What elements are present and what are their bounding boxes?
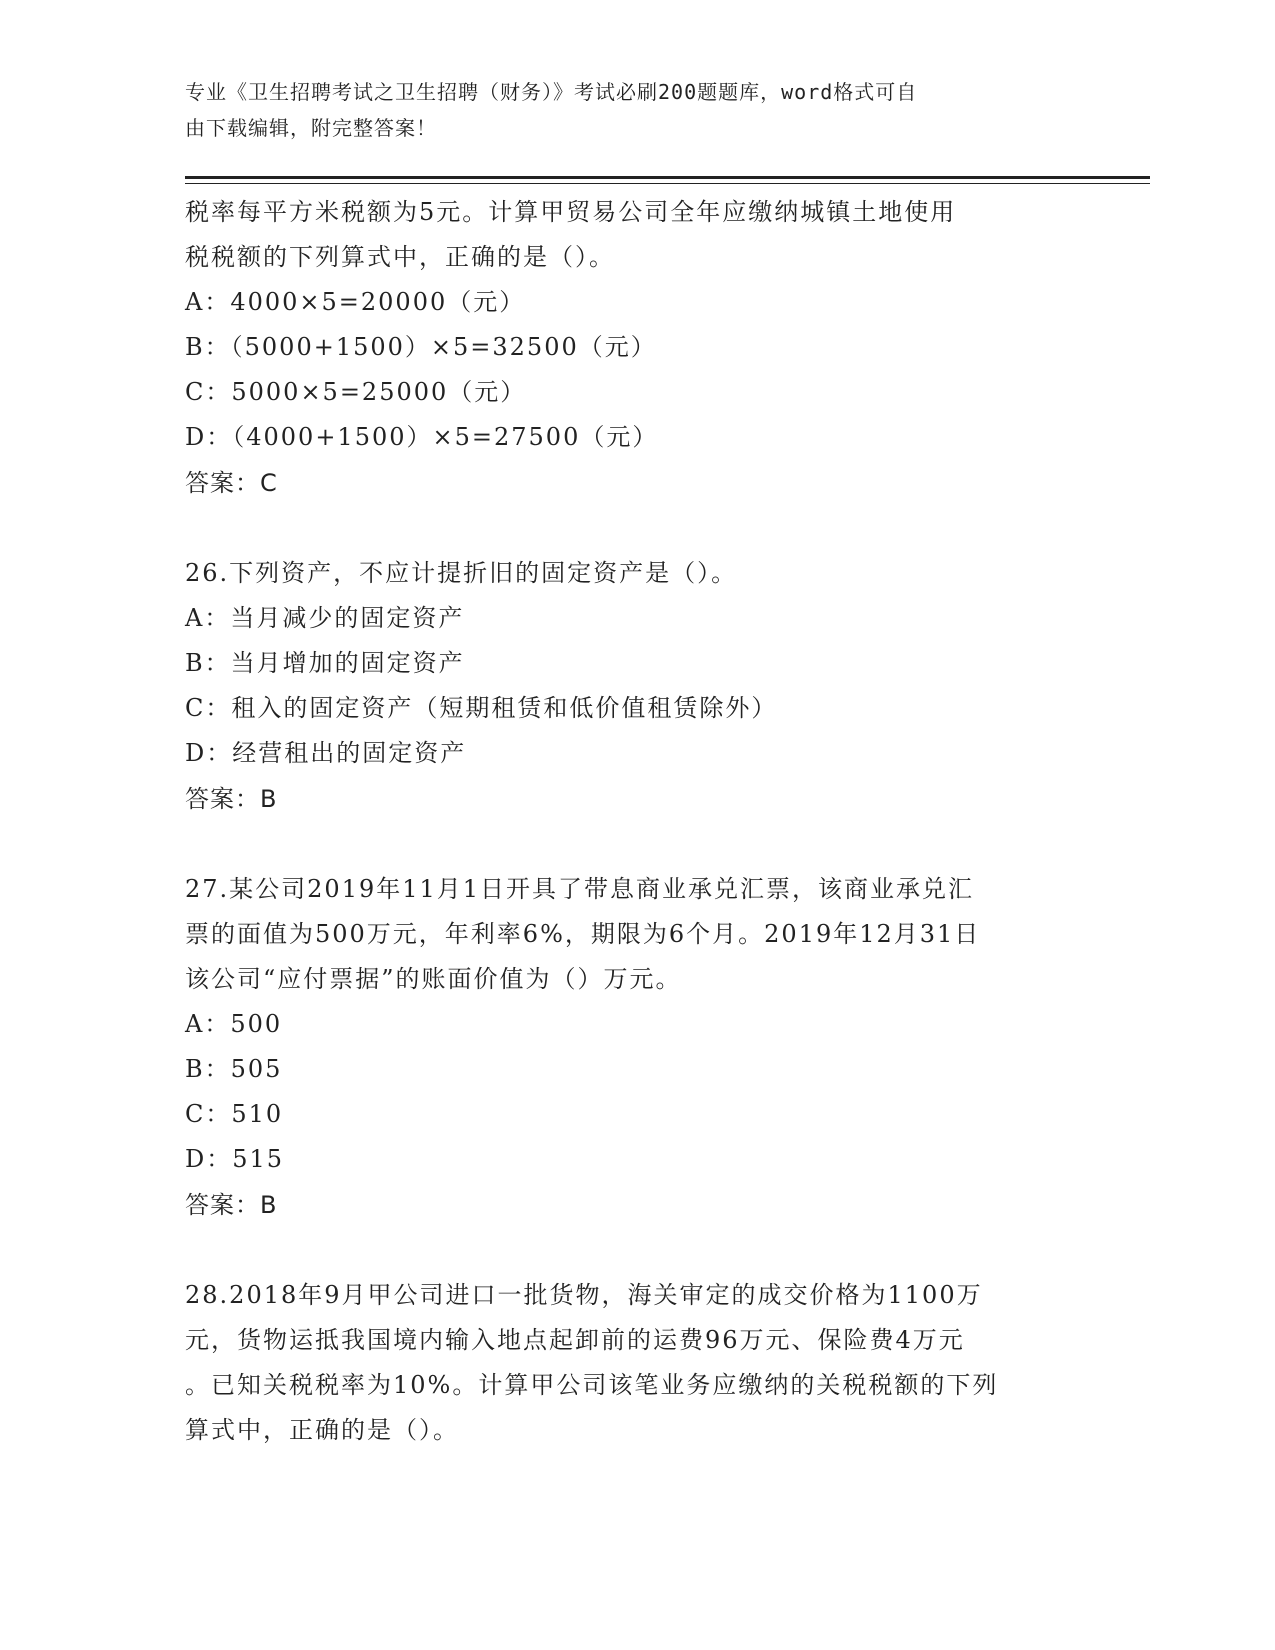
question-25-option-b: B：（5000+1500）×5=32500（元） (185, 333, 657, 361)
question-26-option-a: A：当月减少的固定资产 (185, 604, 465, 632)
question-26 (185, 551, 1085, 822)
question-26-text-line-1: 26.下列资产，不应计提折旧的固定资产是（）。 (185, 559, 738, 587)
question-27-option-d: D：515 (185, 1145, 285, 1173)
question-27-answer: 答案：B (185, 1191, 278, 1219)
header-divider-thin (185, 183, 1150, 184)
question-27-option-b: B：505 (185, 1055, 283, 1083)
question-27-option-a: A：500 (185, 1010, 283, 1038)
question-28-text-line-1: 28.2018年9月甲公司进口一批货物，海关审定的成交价格为1100万 (185, 1281, 983, 1309)
question-26-option-b: B：当月增加的固定资产 (185, 649, 465, 677)
question-25-option-d: D：（4000+1500）×5=27500（元） (185, 423, 659, 451)
question-26-answer: 答案：B (185, 785, 278, 813)
question-25-text-line-1: 税率每平方米税额为5元。计算甲贸易公司全年应缴纳城镇土地使用 (185, 198, 957, 226)
question-25-option-a: A：4000×5=20000（元） (185, 288, 526, 316)
question-28-text-line-3: 。已知关税税率为10%。计算甲公司该笔业务应缴纳的关税税额的下列 (185, 1371, 999, 1399)
question-25-text-line-2: 税税额的下列算式中，正确的是（）。 (185, 243, 615, 271)
question-25-option-c: C：5000×5=25000（元） (185, 378, 527, 406)
question-27 (185, 867, 1085, 1228)
question-25-answer: 答案：C (185, 469, 278, 497)
header-line-2: 由下载编辑，附完整答案！ (185, 116, 437, 140)
header-line-1: 专业《卫生招聘考试之卫生招聘（财务）》考试必刷200题题库，word格式可自 (185, 80, 918, 104)
question-27-option-c: C：510 (185, 1100, 284, 1128)
question-28 (185, 1273, 1085, 1453)
question-25 (185, 190, 1085, 506)
question-27-text-line-2: 票的面值为500万元，年利率6%，期限为6个月。2019年12月31日 (185, 920, 981, 948)
question-26-option-c: C：租入的固定资产（短期租赁和低价值租赁除外） (185, 694, 778, 722)
document-body (185, 190, 1085, 1453)
question-27-text-line-3: 该公司“应付票据”的账面价值为（）万元。 (185, 965, 682, 993)
question-28-text-line-2: 元，货物运抵我国境内输入地点起卸前的运费96万元、保险费4万元 (185, 1326, 965, 1354)
question-28-text-line-4: 算式中，正确的是（）。 (185, 1416, 459, 1444)
header-divider-thick (185, 176, 1150, 179)
question-26-option-d: D：经营租出的固定资产 (185, 739, 467, 767)
question-27-text-line-1: 27.某公司2019年11月1日开具了带息商业承兑汇票，该商业承兑汇 (185, 875, 975, 903)
document-header (185, 74, 1065, 146)
